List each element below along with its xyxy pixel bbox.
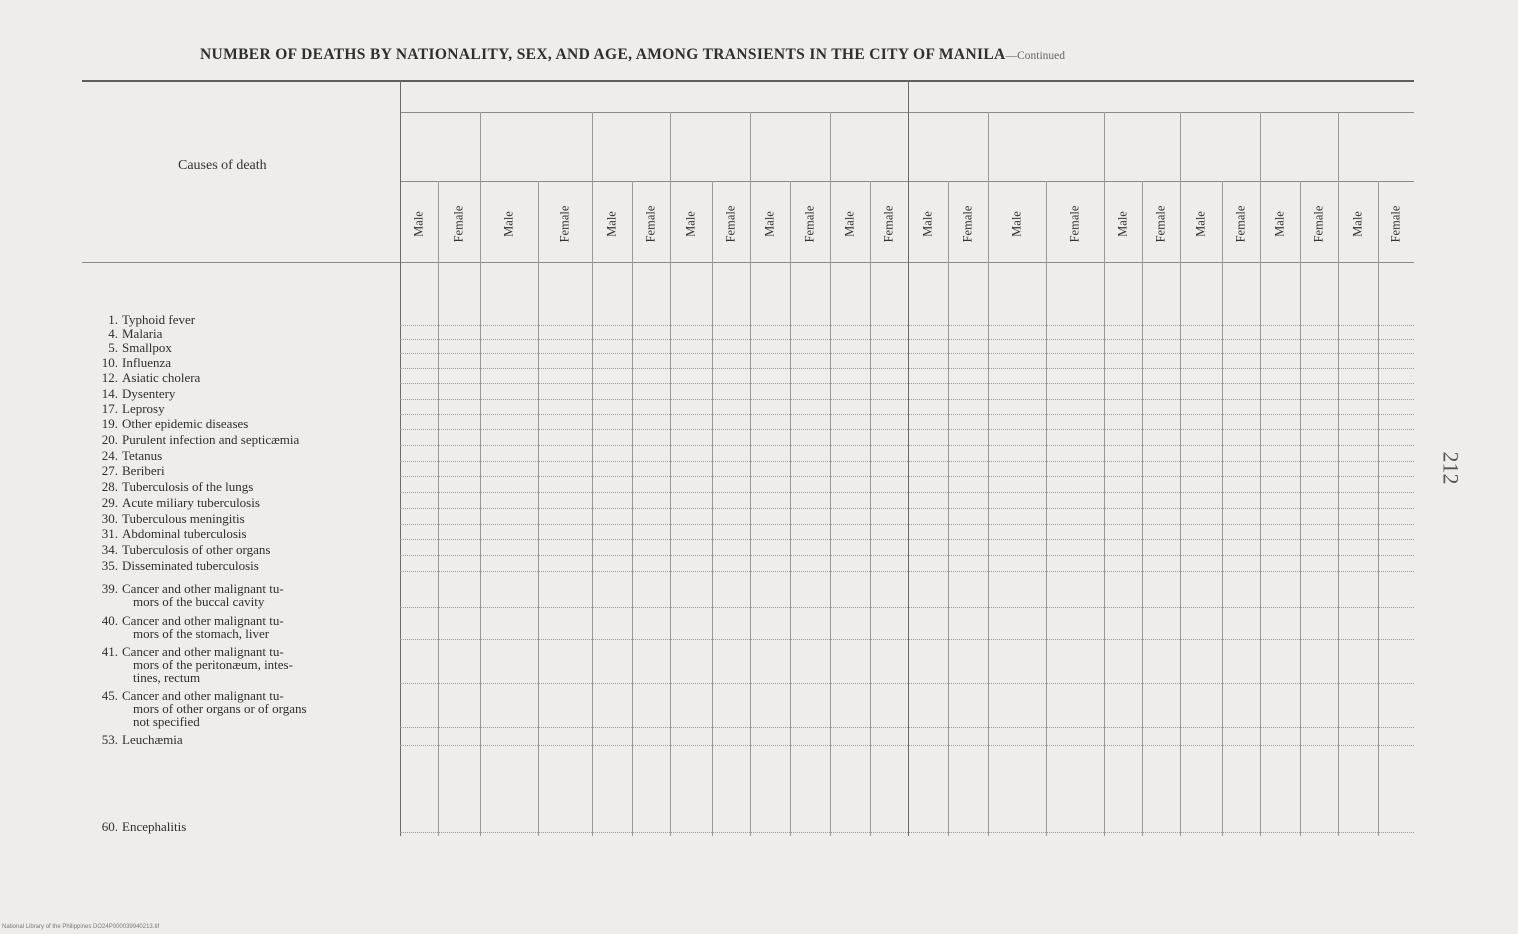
sex-label: Male	[842, 211, 857, 237]
cause-row	[80, 582, 398, 608]
title-main: NUMBER OF DEATHS BY NATIONALITY, SEX, AND AGE, AMONG TRANSIENTS IN THE CITY OF MANILA	[200, 46, 1006, 63]
cause-row	[80, 417, 398, 430]
nationality-other-europeans	[670, 116, 750, 177]
cause-number: 41.	[101, 644, 118, 659]
cause-text: Abdominal tuberculosis	[122, 526, 247, 541]
row-leader	[400, 570, 1414, 572]
sex-female-header	[958, 189, 978, 259]
cause-number: 19.	[101, 416, 118, 431]
sex-label: Male	[1193, 211, 1208, 237]
row-leader	[400, 606, 1414, 608]
nationality-all-others	[1338, 116, 1414, 177]
causes-header: Causes of death	[178, 158, 267, 173]
cause-row	[80, 402, 398, 415]
cause-text: mors of the stomach, liver	[133, 626, 270, 641]
cause-text: Malaria	[122, 326, 163, 341]
cause-text: Leuchæmia	[122, 732, 183, 747]
row-leader	[400, 382, 1414, 384]
nationality-all-others	[830, 116, 908, 177]
cause-row	[80, 543, 398, 556]
sex-female-header	[449, 189, 469, 259]
cause-row	[80, 371, 398, 384]
row-leader	[400, 507, 1414, 509]
cause-row	[80, 614, 398, 640]
sex-male-header	[760, 189, 780, 259]
cause-name-continued	[80, 671, 398, 684]
cause-name	[80, 464, 398, 477]
cause-name	[80, 820, 398, 833]
cause-row	[80, 327, 398, 340]
cause-text: tines, rectum	[133, 670, 201, 685]
cause-name	[80, 496, 398, 509]
cause-name	[80, 417, 398, 430]
cause-name	[80, 356, 398, 369]
cause-name	[80, 341, 398, 354]
footer-note: National Library of the Philippines DO24P000039940213.tif	[2, 924, 160, 930]
sex-label: Male	[1009, 211, 1024, 237]
sex-female-header	[641, 189, 661, 259]
nationality-other-europeans	[1180, 116, 1260, 177]
sex-label: Male	[920, 211, 935, 237]
cause-number: 35.	[101, 558, 118, 573]
sex-label: Female	[557, 205, 572, 243]
cause-row	[80, 449, 398, 462]
cause-text: Influenza	[122, 355, 172, 370]
age-group-rule-1	[400, 112, 908, 113]
row-leader	[400, 538, 1414, 540]
nationality-chinese	[1260, 116, 1338, 177]
sex-male-header	[602, 189, 622, 259]
cause-text: Other epidemic diseases	[122, 416, 249, 431]
cause-number: 60.	[101, 819, 118, 834]
cause-number: 20.	[101, 432, 118, 447]
row-leader	[400, 413, 1414, 415]
cause-row	[80, 480, 398, 493]
nationality-divider	[400, 80, 401, 836]
title-continued: —Continued	[1005, 50, 1066, 62]
header-bottom-rule	[82, 262, 1414, 263]
cause-text: Tuberculosis of other organs	[122, 542, 271, 557]
sex-male-header	[918, 189, 938, 259]
sex-female-header	[1309, 189, 1329, 259]
sex-label: Female	[1233, 205, 1248, 243]
sex-label: Female	[723, 205, 738, 243]
top-rule	[82, 80, 1414, 82]
sex-female-header	[1151, 189, 1171, 259]
sex-label: Male	[762, 211, 777, 237]
cause-number: 14.	[101, 386, 118, 401]
row-leader	[400, 682, 1414, 684]
cause-name	[80, 387, 398, 400]
sex-label: Female	[802, 205, 817, 243]
sex-label: Male	[604, 211, 619, 237]
sex-male-header	[499, 189, 519, 259]
cause-row	[80, 689, 398, 728]
row-leader	[400, 367, 1414, 369]
cause-number: 34.	[101, 542, 118, 557]
row-leader	[400, 554, 1414, 556]
sex-label: Female	[881, 205, 896, 243]
row-leader	[400, 352, 1414, 354]
cause-name	[80, 733, 398, 746]
cause-text: Purulent infection and septicæmia	[122, 432, 300, 447]
sex-female-header	[879, 189, 899, 259]
cause-text: mors of other organs or of organs	[133, 701, 307, 716]
cause-text: Smallpox	[122, 340, 172, 355]
cause-number: 39.	[101, 581, 118, 596]
row-leader	[400, 523, 1414, 525]
cause-number: 31.	[101, 526, 118, 541]
cause-name	[80, 512, 398, 525]
cause-name	[80, 527, 398, 540]
cause-number: 4.	[108, 326, 118, 341]
row-leader	[400, 726, 1414, 728]
row-leader	[400, 491, 1414, 493]
cause-row	[80, 820, 398, 833]
cause-name	[80, 402, 398, 415]
sex-male-header	[1348, 189, 1368, 259]
cause-text: Beriberi	[122, 463, 165, 478]
sex-label: Male	[501, 211, 516, 237]
cause-row	[80, 733, 398, 746]
row-leader	[400, 398, 1414, 400]
sex-label: Male	[411, 211, 426, 237]
cause-name-continued	[80, 595, 398, 608]
cause-text: Tuberculosis of the lungs	[122, 479, 254, 494]
cause-number: 53.	[101, 732, 118, 747]
cause-row	[80, 313, 398, 326]
sex-female-header	[1386, 189, 1406, 259]
row-leader	[400, 460, 1414, 462]
sex-label: Female	[1153, 205, 1168, 243]
cause-text: Disseminated tuberculosis	[122, 558, 259, 573]
cause-name-continued	[80, 627, 398, 640]
sex-label: Female	[1311, 205, 1326, 243]
sex-male-header	[1007, 189, 1027, 259]
cause-text: Cancer and other malignant tu-	[122, 644, 284, 659]
sex-label: Female	[1388, 205, 1403, 243]
cause-name	[80, 480, 398, 493]
cause-name-continued	[80, 702, 398, 715]
cause-text: mors of the buccal cavity	[133, 594, 265, 609]
cause-number: 1.	[108, 312, 118, 327]
cause-text: Encephalitis	[122, 819, 187, 834]
cause-number: 30.	[101, 511, 118, 526]
cause-name	[80, 559, 398, 572]
sex-male-header	[1270, 189, 1290, 259]
cause-row	[80, 559, 398, 572]
cause-number: 40.	[101, 613, 118, 628]
cause-number: 12.	[101, 370, 118, 385]
sex-female-header	[800, 189, 820, 259]
cause-text: Cancer and other malignant tu-	[122, 613, 284, 628]
nationality-spaniards	[592, 116, 670, 177]
cause-row	[80, 433, 398, 446]
cause-number: 27.	[101, 463, 118, 478]
cause-row	[80, 341, 398, 354]
row-leader	[400, 338, 1414, 340]
sex-male-header	[1191, 189, 1211, 259]
nationality-rule	[400, 181, 1414, 182]
sex-female-header	[555, 189, 575, 259]
cause-row	[80, 645, 398, 684]
cause-row	[80, 512, 398, 525]
cause-number: 45.	[101, 688, 118, 703]
row-leader	[400, 475, 1414, 477]
nationality-americans	[908, 116, 988, 177]
page-title	[200, 46, 1065, 64]
cause-name-continued	[80, 658, 398, 671]
sex-label: Female	[960, 205, 975, 243]
cause-number: 28.	[101, 479, 118, 494]
cause-text: Leprosy	[122, 401, 165, 416]
nationality-spaniards	[1104, 116, 1180, 177]
cause-text: not specified	[133, 714, 200, 729]
cause-name	[80, 371, 398, 384]
cause-text: Tetanus	[122, 448, 163, 463]
sex-label: Female	[643, 205, 658, 243]
sex-label: Male	[1272, 211, 1287, 237]
cause-row	[80, 464, 398, 477]
cause-text: Cancer and other malignant tu-	[122, 688, 284, 703]
cause-text: Cancer and other malignant tu-	[122, 581, 284, 596]
cause-row	[80, 356, 398, 369]
cause-name	[80, 313, 398, 326]
nationality-filipinos	[988, 116, 1104, 177]
row-leader	[400, 428, 1414, 430]
sex-male-header	[409, 189, 429, 259]
cause-text: Typhoid fever	[122, 312, 196, 327]
cause-number: 29.	[101, 495, 118, 510]
cause-name-continued	[80, 715, 398, 728]
cause-number: 24.	[101, 448, 118, 463]
row-leader	[400, 638, 1414, 640]
cause-row	[80, 496, 398, 509]
age-group-divider	[908, 80, 909, 836]
sex-label: Male	[683, 211, 698, 237]
nationality-filipinos	[480, 116, 592, 177]
sex-male-header	[1113, 189, 1133, 259]
row-leader	[400, 831, 1414, 833]
cause-text: Acute miliary tuberculosis	[122, 495, 260, 510]
sex-male-header	[840, 189, 860, 259]
sex-male-header	[681, 189, 701, 259]
sex-female-header	[721, 189, 741, 259]
sex-female-header	[1065, 189, 1085, 259]
cause-name	[80, 433, 398, 446]
cause-number: 5.	[108, 340, 118, 355]
nationality-americans	[400, 116, 480, 177]
cause-row	[80, 387, 398, 400]
row-leader	[400, 744, 1414, 746]
cause-row	[80, 527, 398, 540]
sex-label: Male	[1115, 211, 1130, 237]
cause-text: Tuberculous meningitis	[122, 511, 245, 526]
sex-female-header	[1231, 189, 1251, 259]
cause-name	[80, 449, 398, 462]
cause-text: Asiatic cholera	[122, 370, 201, 385]
row-leader	[400, 444, 1414, 446]
cause-name	[80, 543, 398, 556]
sex-label: Female	[451, 205, 466, 243]
page-number: 212	[1438, 451, 1464, 485]
sex-label: Male	[1350, 211, 1365, 237]
sex-label: Female	[1067, 205, 1082, 243]
nationality-chinese	[750, 116, 830, 177]
row-leader	[400, 324, 1414, 326]
cause-text: Dysentery	[122, 386, 176, 401]
cause-number: 10.	[101, 355, 118, 370]
cause-number: 17.	[101, 401, 118, 416]
cause-name	[80, 327, 398, 340]
cause-text: mors of the peritonæum, intes-	[133, 657, 293, 672]
